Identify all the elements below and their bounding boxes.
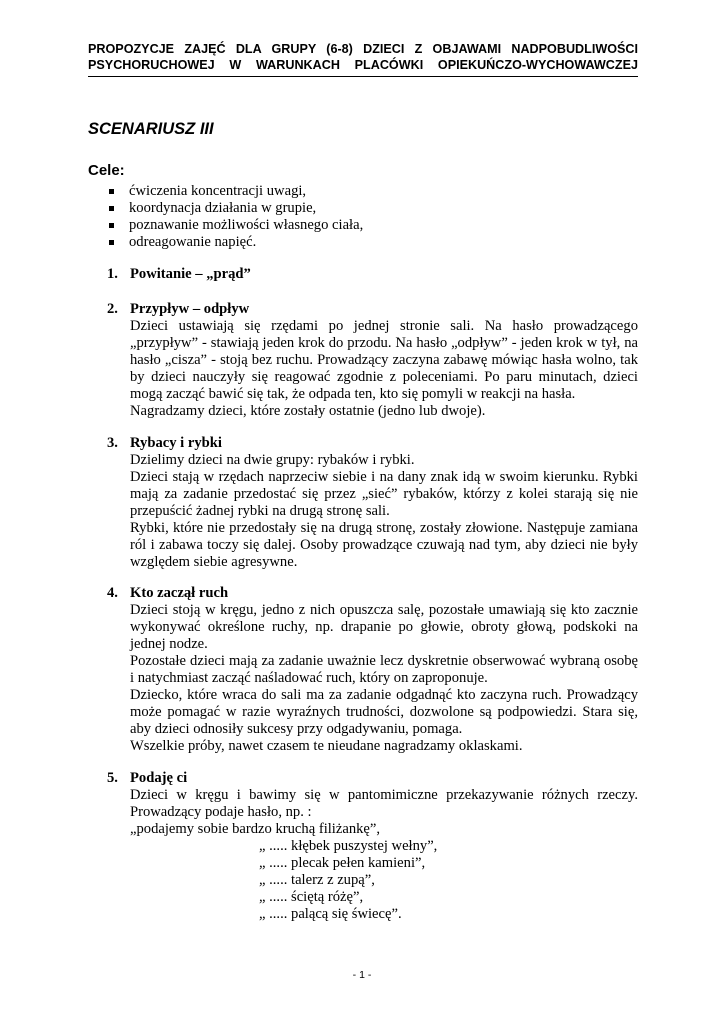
example-item: „ ..... ściętą różę”, xyxy=(259,889,364,905)
body-line: mają za zadanie przedostać się przez „sieć” rybaków, którzy z kolei starają się nie xyxy=(130,486,638,502)
section-4 xyxy=(107,585,638,755)
goal-item: odreagowanie napięć. xyxy=(107,234,363,251)
section-title: Kto zaczął ruch xyxy=(130,585,229,601)
section-title: Powitanie – „prąd” xyxy=(130,266,251,282)
section-number: 2. xyxy=(107,301,118,317)
example-item: „ ..... plecak pełen kamieni”, xyxy=(259,855,426,871)
example-item: „ ..... talerz z zupą”, xyxy=(259,872,375,888)
body-line: hasło „cisza” - stoją bez ruchu. Prowadzący zaczyna zabawę mówiąc hasła wolno, tak xyxy=(130,352,638,368)
goal-item: poznawanie możliwości własnego ciała, xyxy=(107,217,363,234)
section-title: Rybacy i rybki xyxy=(130,435,222,451)
body-line: Pozostałe dzieci mają za zadanie uważnie lecz dyskretnie obserwować wybraną osobę xyxy=(130,653,638,669)
body-line: mogą zacząć bawić się tak, że odpada ten, kto się pomyli w reakcji na hasła. xyxy=(130,386,576,402)
section-body xyxy=(130,787,638,923)
body-line: wykonywać określone ruchy, np. drapanie po głowie, obroty głową, podskoki na xyxy=(130,619,638,635)
section-number: 4. xyxy=(107,585,118,601)
body-line: i natychmiast zacząć naśladować ruch, który on zaproponuje. xyxy=(130,670,488,686)
body-line: Dzieci stoją w kręgu, jedno z nich opuszcza salę, pozostałe umawiają się kto zacznie xyxy=(130,602,638,618)
body-line: Dzieci ustawiają się rzędami po jednej stronie sali. Na hasło prowadzącego xyxy=(130,318,638,334)
section-heading xyxy=(107,585,638,602)
section-body xyxy=(130,318,638,420)
page-number: - 1 - xyxy=(352,969,372,981)
section-title: Podaję ci xyxy=(130,770,188,786)
section-3 xyxy=(107,435,638,571)
section-number: 3. xyxy=(107,435,118,451)
goal-item: koordynacja działania w grupie, xyxy=(107,200,363,217)
section-heading xyxy=(107,435,638,452)
example-item: „ ..... kłębek puszystej wełny”, xyxy=(259,838,438,854)
header-divider xyxy=(88,76,638,77)
document-header xyxy=(88,41,638,73)
section-heading xyxy=(107,301,638,318)
body-line: Dzieci w kręgu i bawimy się w pantomimiczne przekazywanie różnych rzeczy. xyxy=(130,787,638,803)
body-line: Prowadzący podaje hasło, np. : xyxy=(130,804,312,820)
section-number: 5. xyxy=(107,770,118,786)
goals-list xyxy=(107,183,363,251)
body-line: Nagradzamy dzieci, które zostały ostatnie (jedno lub dwoje). xyxy=(130,403,486,419)
body-line: może pomagać w razie wyraźnych trudności, dozwolone są podpowiedzi. Stara się, xyxy=(130,704,638,720)
body-line: przepuścić żadnej rybki na drugą stronę sali. xyxy=(130,503,390,519)
goal-item: ćwiczenia koncentracji uwagi, xyxy=(107,183,363,200)
header-line-2: PSYCHORUCHOWEJ W WARUNKACH PLACÓWKI OPIEKUŃCZO-WYCHOWAWCZEJ xyxy=(88,58,638,72)
body-line: ról i zabawa toczy się dalej. Osoby prowadzące czuwają nad tym, aby dzieci nie były xyxy=(130,537,638,553)
section-title: Przypływ – odpływ xyxy=(130,301,250,317)
body-line: jednej nodze. xyxy=(130,636,208,652)
section-body xyxy=(130,602,638,755)
section-heading xyxy=(107,266,638,283)
header-line-1: PROPOZYCJE ZAJĘĆ DLA GRUPY (6-8) DZIECI Z OBJAWAMI NADPOBUDLIWOŚCI xyxy=(88,42,638,56)
body-line: względem siebie agresywne. xyxy=(130,554,298,570)
section-body xyxy=(130,452,638,571)
body-line: aby dzieci odnosiły sukcesy przy odgadywaniu, pomaga. xyxy=(130,721,463,737)
body-line: „przypływ” - stawiają jeden krok do przodu. Na hasło „odpływ” - jeden krok w tył, na xyxy=(130,335,638,351)
scenario-title: SCENARIUSZ III xyxy=(88,120,214,138)
body-line: Rybki, które nie przedostały się na drugą stronę, zostały złowione. Następuje zamiana xyxy=(130,520,638,536)
section-number: 1. xyxy=(107,266,118,282)
example-item: „ ..... palącą się świecę”. xyxy=(259,906,402,922)
body-line: by dzieci nauczyły się reagować zgodnie z poleceniami. Po paru minutach, dzieci xyxy=(130,369,638,385)
section-5 xyxy=(107,770,638,923)
section-2 xyxy=(107,301,638,420)
body-line: Dzielimy dzieci na dwie grupy: rybaków i rybki. xyxy=(130,452,415,468)
section-heading xyxy=(107,770,638,787)
body-line: Wszelkie próby, nawet czasem te nieudane nagradzamy oklaskami. xyxy=(130,738,523,754)
section-1 xyxy=(107,266,638,283)
goals-heading: Cele: xyxy=(88,162,125,179)
body-line: „podajemy sobie bardzo kruchą filiżankę”, xyxy=(130,821,381,837)
body-line: Dziecko, które wraca do sali ma za zadanie odgadnąć kto zaczyna ruch. Prowadzący xyxy=(130,687,638,703)
body-line: Dzieci stają w rzędach naprzeciw siebie i na dany znak idą w swoim kierunku. Rybki xyxy=(130,469,638,485)
